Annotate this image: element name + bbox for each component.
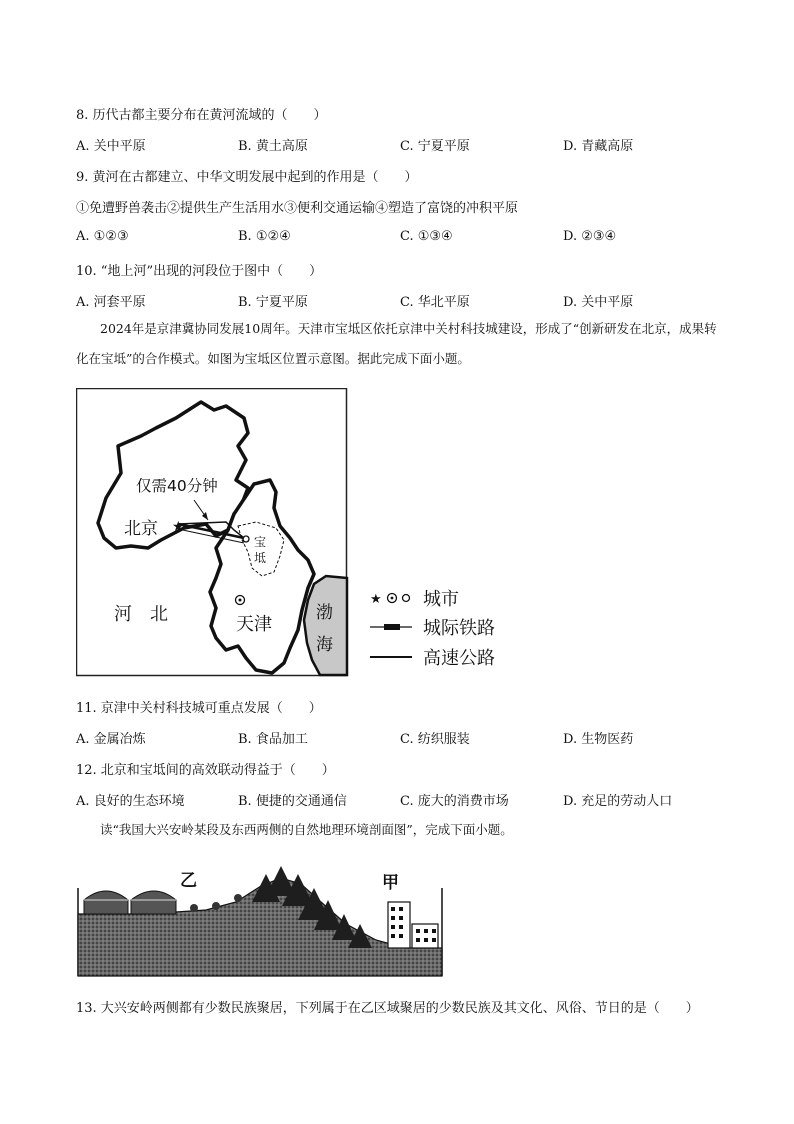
intro-text-1: 2024年是京津冀协同发展10周年。天津市宝坻区依托京津中关村科技城建设，形成了“创新研发在北京，成果转化在宝坻”的合作模式。如图为宝坻区位置示意图。据此完成下面小题。	[76, 321, 717, 366]
q11-stem: 11. 京津中关村科技城可重点发展（ ）	[76, 701, 322, 716]
beijing-label: 北京	[124, 519, 158, 539]
intro-paragraph-2	[76, 815, 726, 845]
label-jia: 甲	[382, 873, 399, 893]
q12-option-a: A. 良好的生态环境	[76, 794, 185, 809]
q9-stem: 9. 黄河在古都建立、中华文明发展中起到的作用是（ ）	[76, 170, 418, 185]
q11-option-d: D. 生物医药	[563, 732, 634, 747]
q8-option-c: C. 宁夏平原	[400, 139, 470, 154]
legend-small-circle-icon	[403, 595, 410, 602]
q8-option-b: B. 黄土高原	[238, 139, 308, 154]
q9-option-a: A. ①②③	[76, 229, 129, 244]
baodi-location-map	[76, 388, 351, 678]
label-yi: 乙	[180, 871, 197, 891]
legend-city-label: 城市	[423, 589, 459, 610]
q9-option-b: B. ①②④	[238, 229, 291, 244]
legend-rail-label: 城际铁路	[423, 618, 495, 639]
intro-paragraph-1	[76, 314, 726, 374]
q8-option-d: D. 青藏高原	[563, 139, 634, 154]
yurt-icon	[84, 891, 128, 914]
hebei-label: 河 北	[114, 604, 168, 625]
q9-option-c: C. ①③④	[400, 229, 453, 244]
q10-option-d: D. 关中平原	[563, 295, 634, 310]
legend-highway-label: 高速公路	[423, 648, 495, 669]
q10-option-c: C. 华北平原	[400, 295, 470, 310]
q11-option-b: B. 食品加工	[238, 732, 308, 747]
intro-text-2: 读“我国大兴安岭某段及东西两侧的自然地理环境剖面图”，完成下面小题。	[100, 822, 513, 837]
baodi-label-2: 坻	[254, 551, 267, 565]
beijing-star-icon: ★	[172, 519, 185, 535]
q10-option-a: A. 河套平原	[76, 295, 146, 310]
daxinganling-profile-figure	[76, 862, 446, 980]
legend-rail-icon	[384, 624, 400, 630]
q12-option-c: C. 庞大的消费市场	[400, 794, 509, 809]
q9-statements: ①免遭野兽袭击②提供生产生活用水③便利交通运输④塑造了富饶的冲积平原	[76, 201, 519, 216]
q8-option-a: A. 关中平原	[76, 139, 146, 154]
city-buildings-icon	[388, 902, 438, 948]
q10-stem: 10. “地上河”出现的河段位于图中（ ）	[76, 264, 323, 279]
q12-option-b: B. 便捷的交通通信	[238, 794, 347, 809]
time-note-label: 仅需40分钟	[136, 477, 218, 495]
q10-option-b: B. 宁夏平原	[238, 295, 308, 310]
baodi-label-1: 宝	[254, 535, 267, 549]
q8-stem: 8. 历代古都主要分布在黄河流域的（ ）	[76, 108, 327, 123]
q12-option-d: D. 充足的劳动人口	[563, 794, 673, 809]
bohai-label-2: 海	[316, 635, 333, 655]
map-legend	[368, 582, 528, 677]
q11-option-c: C. 纺织服装	[400, 732, 470, 747]
q9-option-d: D. ②③④	[563, 229, 617, 244]
q11-option-a: A. 金属冶炼	[76, 732, 146, 747]
q13-stem: 13. 大兴安岭两侧都有少数民族聚居，下列属于在乙区域聚居的少数民族及其文化、风俗、节日的是（ ）	[76, 1001, 699, 1016]
legend-star-icon: ★	[370, 592, 382, 607]
yurt-icon	[131, 891, 176, 914]
bohai-label-1: 渤	[316, 603, 333, 623]
tianjin-label: 天津	[236, 614, 272, 635]
q12-stem: 12. 北京和宝坻间的高效联动得益于（ ）	[76, 763, 335, 778]
